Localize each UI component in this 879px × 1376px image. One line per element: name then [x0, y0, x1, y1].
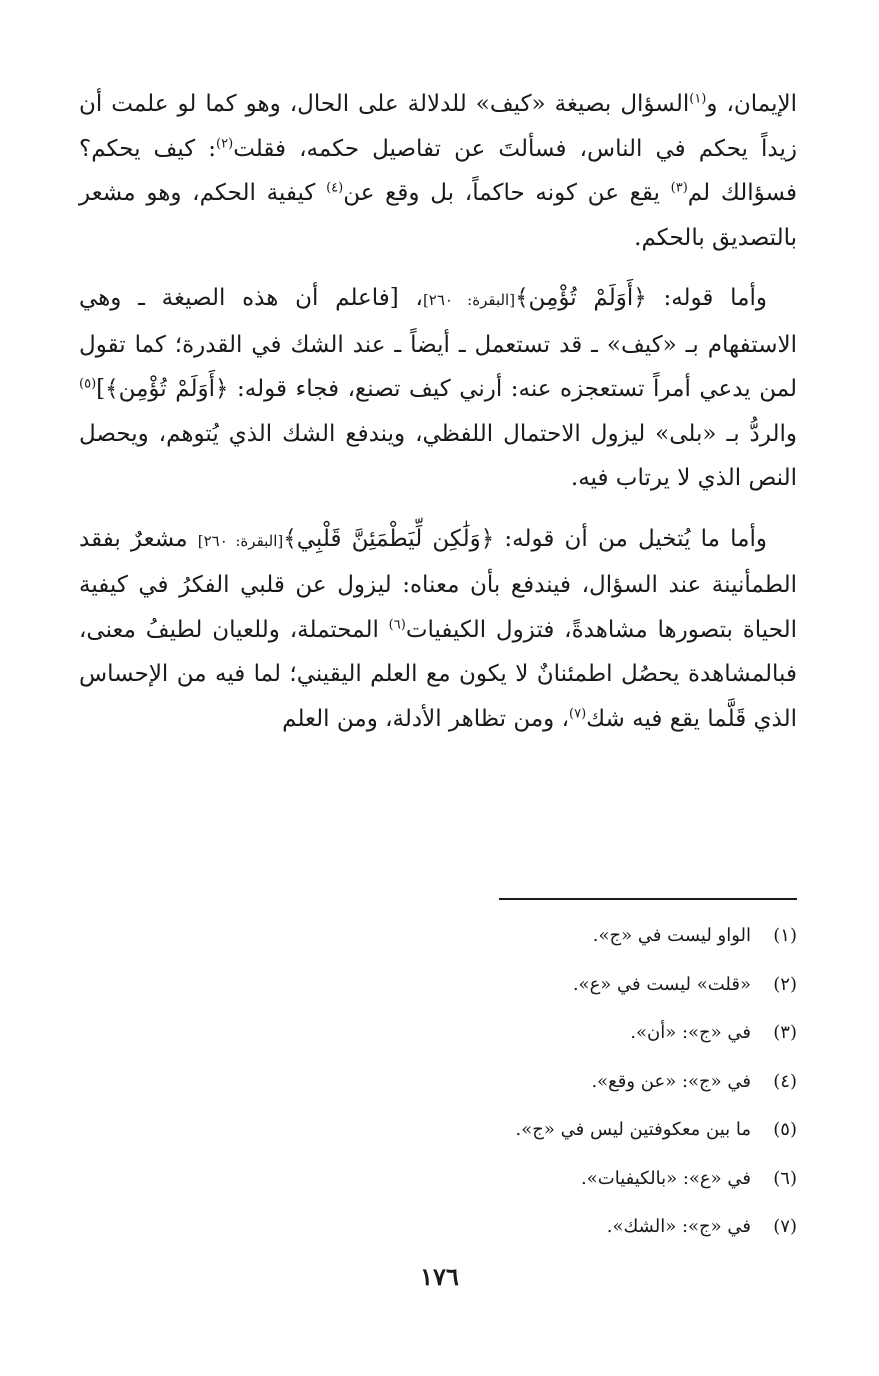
footnote-item [79, 961, 797, 1010]
footnote-reference: (٧) [569, 705, 587, 721]
footnote-item [79, 1203, 797, 1252]
text-segment: ] [96, 376, 106, 402]
footnote-item [79, 912, 797, 961]
footnote-number: (١) [773, 925, 797, 946]
paragraph [79, 517, 797, 742]
quran-verse: ﴿أَوَلَمْ تُؤْمِن﴾ [105, 376, 229, 402]
footnote-text: في «ج»: «عن وقع». [591, 1070, 751, 1092]
footnote-reference: (٣) [670, 180, 688, 196]
main-text [79, 82, 797, 757]
text-segment: وأما ما يُتخيل من أن قوله: [494, 525, 767, 552]
footnote-text: «قلت» ليست في «ع». [572, 973, 751, 995]
text-segment: والردُّ بـ «بلى» ليزول الاحتمال اللفظي، ويندفع الشك الذي يُتوهم، ويحصل النص الذي لا يرتاب فيه. [79, 420, 797, 491]
text-segment: : كيف يحكم؟ فسؤالك لم [79, 135, 797, 206]
footnote-reference: (٤) [326, 180, 344, 196]
footnote-item [79, 1058, 797, 1107]
footnote-number: (٤) [773, 1070, 797, 1092]
footnote-number: (٣) [773, 1022, 797, 1043]
text-segment: ، [فاعلم أن هذه الصيغة ـ وهي الاستفهام بـ «كيف» ـ قد تستعمل ـ أيضاً ـ عند الشك في القدرة؛ كما تقول لمن يدعي أمراً تستعجزه عنه: أرني كيف تصنع، فجاء قوله: [79, 285, 798, 402]
text-segment: وأما قوله: [646, 285, 767, 311]
footnote-text: في «ج»: «أن». [630, 1022, 751, 1043]
footnote-reference: (٦) [388, 616, 406, 632]
verse-citation: [البقرة: ٢٦٠] [422, 291, 516, 309]
footnote-number: (٢) [773, 973, 797, 995]
paragraph [79, 82, 797, 260]
page-number: ١٧٦ [420, 1262, 459, 1291]
text-segment: مشعرٌ بفقد الطمأنينة عند السؤال، فيندفع بأن معناه: ليزول عن قلبي الفكرُ في كيفية الحياة بتصورها مشاهدةً، فتزول الكيفيات [79, 525, 797, 643]
quran-verse: ﴿أَوَلَمْ تُؤْمِن﴾ [515, 285, 647, 311]
footnote-text: في «ج»: «الشك». [606, 1216, 751, 1237]
footnote-text: في «ع»: «بالكيفيات». [581, 1167, 751, 1189]
footnote-text: ما بين معكوفتين ليس في «ج». [515, 1119, 751, 1140]
footnote-reference: (١) [689, 91, 707, 107]
footnote-number: (٥) [773, 1119, 797, 1140]
paragraph [79, 276, 797, 501]
text-segment: كيفية الحكم، وهو مشعر بالتصديق بالحكم. [79, 180, 797, 251]
text-segment: السؤال بصيغة «كيف» للدلالة على الحال، وهو كما لو علمت أن زيداً يحكم في الناس، فسألتَ عن تفاصيل حكمه، فقلت [79, 91, 797, 162]
text-segment: الإيمان، و [706, 91, 798, 117]
footnote-number: (٧) [773, 1216, 797, 1237]
footnote-item [79, 1106, 797, 1155]
verse-citation: [البقرة: ٢٦٠] [197, 531, 284, 550]
footnote-text: الواو ليست في «ج». [592, 925, 751, 946]
text-segment: المحتملة، وللعيان لطيفُ معنى، فبالمشاهدة يحصُل اطمئنانٌ لا يكون مع العلم اليقيني؛ لما فيه من الإحساس الذي قَلَّما يقع فيه شك [79, 616, 797, 732]
footnote-reference: (٢) [216, 135, 234, 151]
footnote-item [79, 1155, 797, 1204]
footnote-divider [499, 898, 797, 900]
footnote-reference: (٥) [79, 376, 97, 392]
footnote-number: (٦) [773, 1167, 797, 1189]
text-segment: ، ومن تظاهر الأدلة، ومن العلم [282, 705, 570, 732]
quran-verse: ﴿وَلَٰكِن لِّيَطْمَئِنَّ قَلْبِي﴾ [283, 525, 495, 552]
footnotes-list [79, 912, 797, 1252]
footnote-item [79, 1009, 797, 1058]
text-segment: يقع عن كونه حاكماً، بل وقع عن [343, 180, 671, 206]
